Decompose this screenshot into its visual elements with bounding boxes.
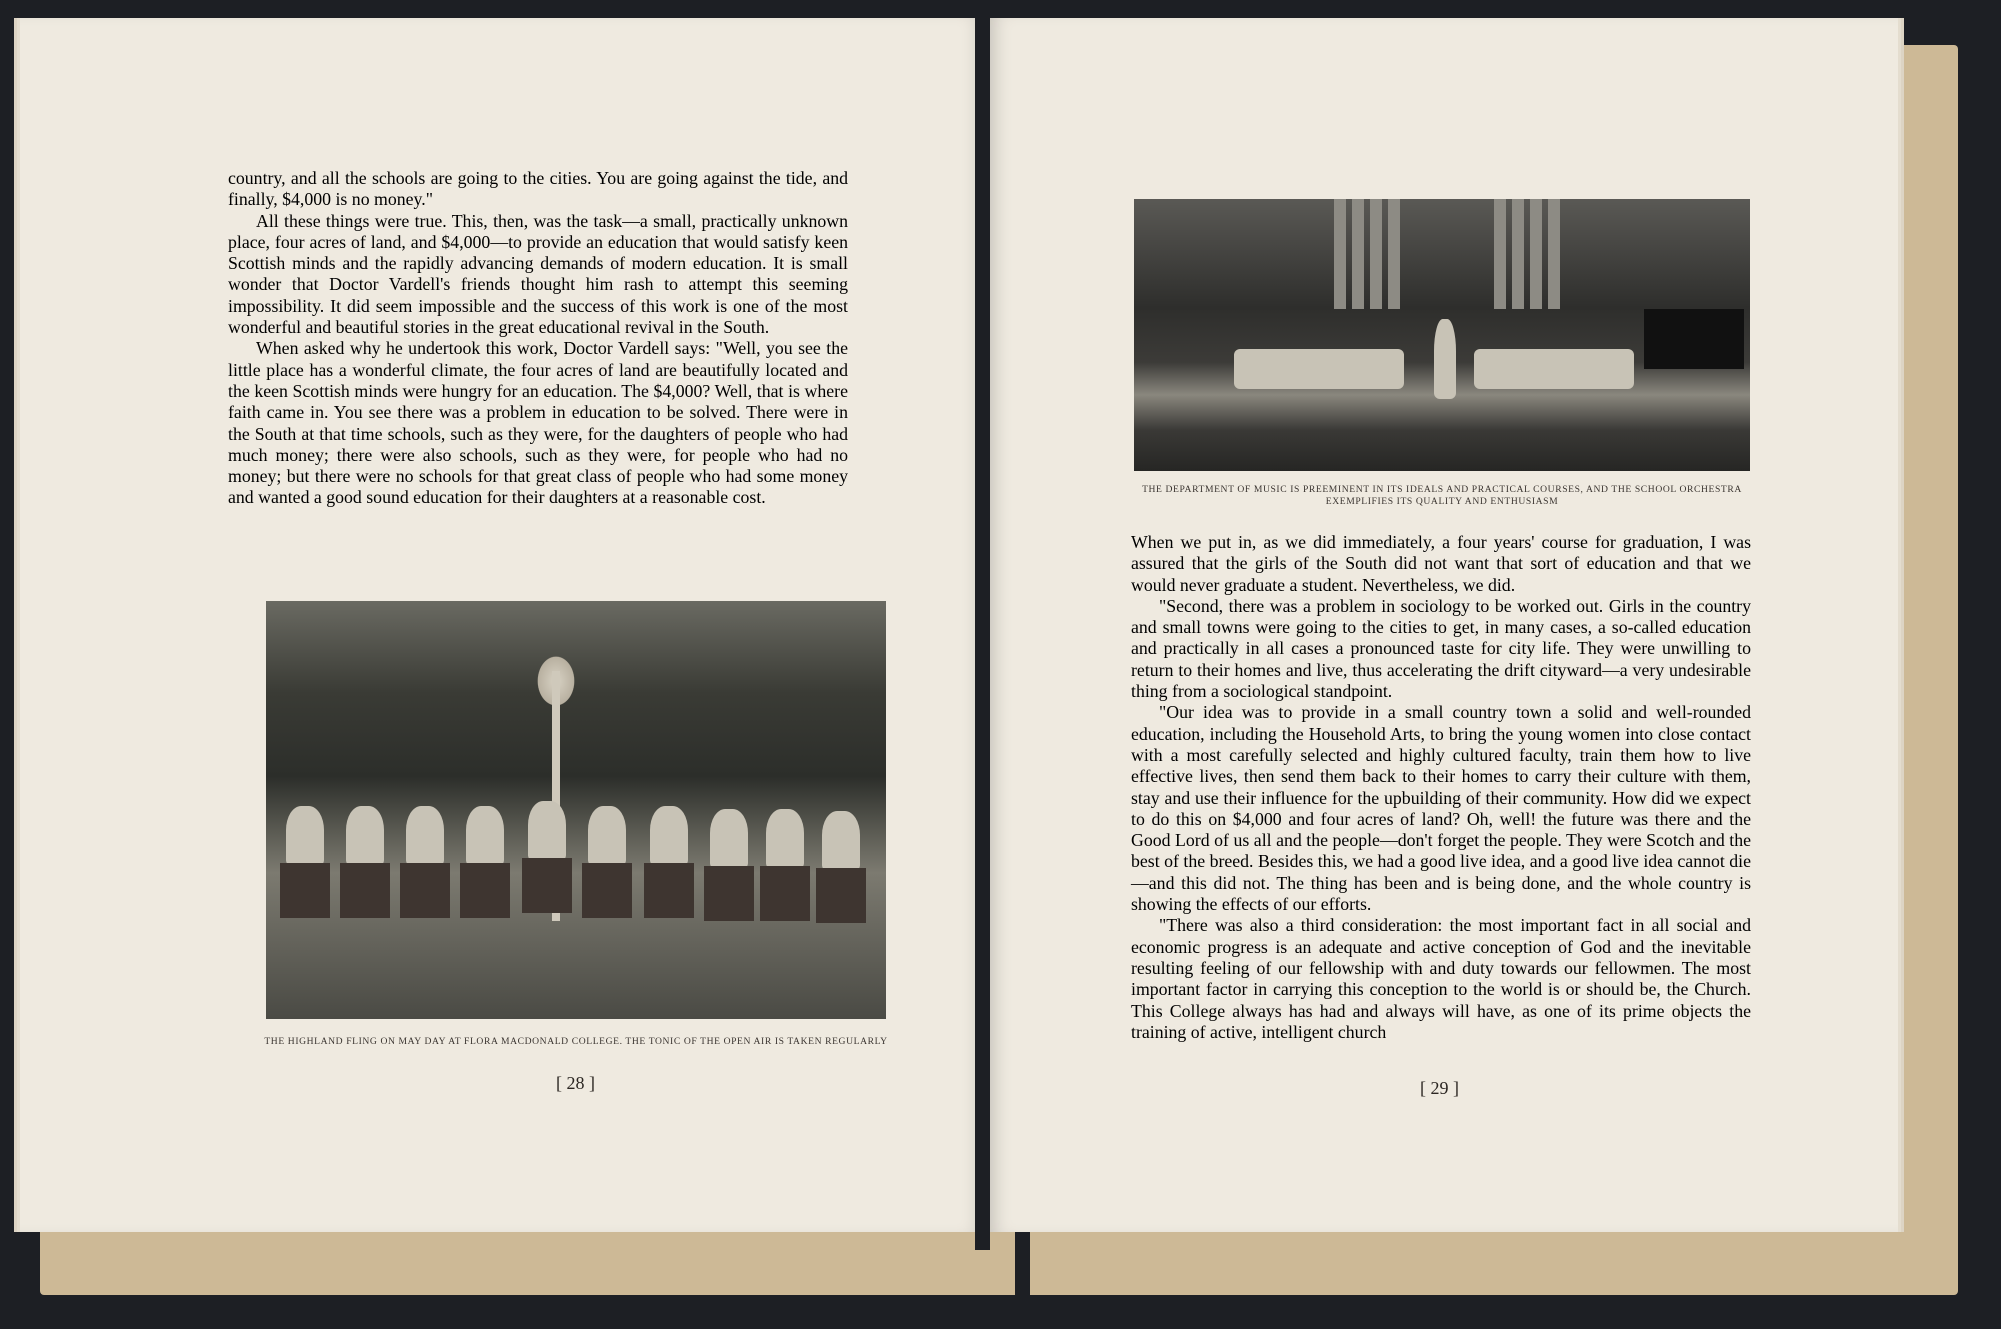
tartan-skirt <box>340 863 390 918</box>
paragraph: "Our idea was to provide in a small country town a solid and well-rounded education, including the Household Arts, to bring the young women into close contact with a most carefully selected and highly cultured faculty, train them how to live effective lives, then send them back to their homes to carry their culture with them, stay and use their influence for the upbuilding of their community. How did we expect to do this on $4,000 and four acres of land? Oh, well! the future was there and the Good Lord of us all and the people—don't forget the people. They were Scotch and the best of the breed. Besides this, we had a good live idea, and a good live idea cannot die—and this did not. The thing has been and is being done, and the whole country is showing the effects of our efforts. <box>1131 702 1751 915</box>
tartan-skirt <box>280 863 330 918</box>
left-page-text <box>228 168 848 509</box>
dancer-figure <box>822 811 860 871</box>
organ-pipe <box>1334 199 1346 309</box>
dancer-figure <box>346 806 384 866</box>
paragraph: "There was also a third consideration: the most important fact in all social and economic progress is an adequate and active conception of God and the inevitable resulting feeling of our fellowship with and duty towards our fellowmen. The most important factor in carrying this conception to the world is or should be, the Church. This College always has had and always will have, as one of its prime objects the training of active, intelligent church <box>1131 915 1751 1042</box>
paragraph: "Second, there was a problem in sociology to be worked out. Girls in the country and small towns were going to the cities to get, in many cases, a so-called education and practically in all cases a pronounced taste for city life. They were unwilling to return to their homes and live, thus accelerating the drift cityward—a very undesirable thing from a sociological standpoint. <box>1131 595 1751 702</box>
dancer-figure <box>528 801 566 861</box>
organ-pipe <box>1388 199 1400 309</box>
dancer-figure <box>406 806 444 866</box>
maypole-dance-photo <box>266 601 886 1019</box>
dancer-figure <box>710 809 748 869</box>
page-number-right: [ 29 ] <box>1420 1078 1459 1098</box>
dancer-figure <box>286 806 324 866</box>
grand-piano <box>1644 309 1744 369</box>
dancer-figure <box>650 806 688 866</box>
maypole-photo-caption: THE HIGHLAND FLING ON MAY DAY AT FLORA MACDONALD COLLEGE. THE TONIC OF THE OPEN AIR IS TAKEN REGULARLY <box>264 1036 888 1047</box>
organ-pipe <box>1352 199 1364 309</box>
right-page-text <box>1131 532 1751 1043</box>
paragraph: When we put in, as we did immediately, a four years' course for graduation, I was assured that the girls of the South did not want that sort of education and that we would never graduate a student. Nevertheless, we did. <box>1131 532 1751 595</box>
orchestra-members <box>1234 349 1404 389</box>
orchestra-photo-caption: THE DEPARTMENT OF MUSIC IS PREEMINENT IN ITS IDEALS AND PRACTICAL COURSES, AND THE SCHOOL ORCHESTRA EXEMPLIFIES ITS QUALITY AND ENTHUSIASM <box>1142 484 1742 507</box>
dancer-figure <box>766 809 804 869</box>
tartan-skirt <box>460 863 510 918</box>
organ-pipe <box>1548 199 1560 309</box>
tartan-skirt <box>760 866 810 921</box>
dancer-figure <box>588 806 626 866</box>
page-number-left: [ 28 ] <box>556 1073 595 1093</box>
paragraph: When asked why he undertook this work, Doctor Vardell says: "Well, you see the little place has a wonderful climate, the four acres of land are beautifully located and the keen Scottish minds were hungry for an education. The $4,000? Well, that is where faith came in. You see there was a problem in education to be solved. There were in the South at that time schools, such as they were, for the daughters of people who had much money; there were also schools, such as they were, for people who had no money; but there were no schools for that great class of people who had some money and wanted a good sound education for their daughters at a reasonable cost. <box>228 338 848 508</box>
conductor-figure <box>1434 319 1456 399</box>
tartan-skirt <box>522 858 572 913</box>
paragraph: All these things were true. This, then, was the task—a small, practically unknown place, four acres of land, and $4,000—to provide an education that would satisfy keen Scottish minds and the rapidly advancing demands of modern education. It is small wonder that Doctor Vardell's friends thought him rash to attempt this seeming impossibility. It did seem impossible and the success of this work is one of the most wonderful and beautiful stories in the great educational revival in the South. <box>228 210 848 338</box>
tartan-skirt <box>644 863 694 918</box>
tartan-skirt <box>704 866 754 921</box>
book-gutter <box>975 0 990 1250</box>
dancer-figure <box>466 806 504 866</box>
organ-pipe <box>1370 199 1382 309</box>
organ-pipe <box>1530 199 1542 309</box>
tartan-skirt <box>582 863 632 918</box>
organ-pipe <box>1512 199 1524 309</box>
paragraph: country, and all the schools are going to the cities. You are going against the tide, and finally, $4,000 is no money." <box>228 168 848 210</box>
school-orchestra-photo <box>1134 199 1750 471</box>
orchestra-members <box>1474 349 1634 389</box>
tartan-skirt <box>400 863 450 918</box>
tartan-skirt <box>816 868 866 923</box>
organ-pipe <box>1494 199 1506 309</box>
